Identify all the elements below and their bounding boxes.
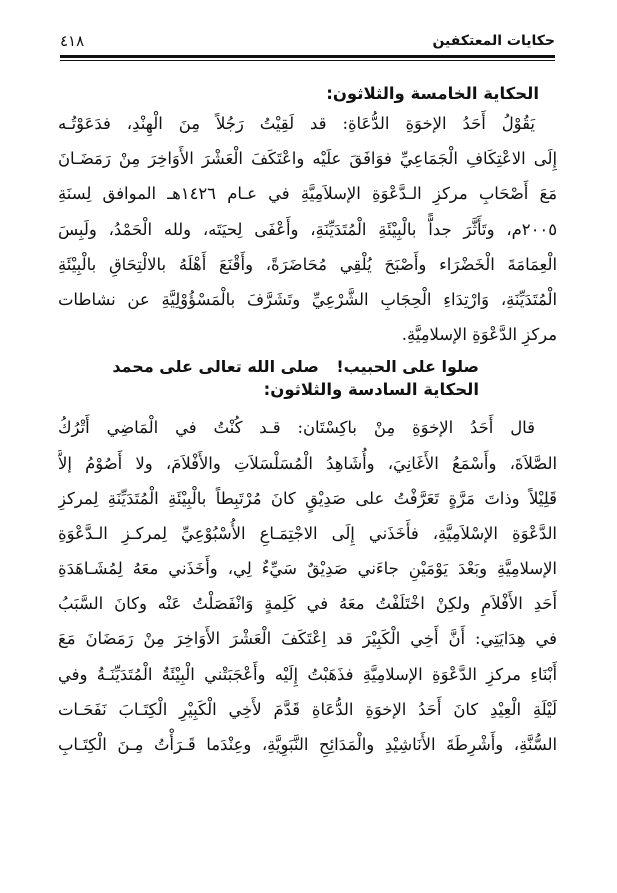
story-35-line: مَعَ أَصْحَابِ مركزِ الـدَّعْوَةِ الإسلاَمِيَّةِ في عـام ١٤٢٦هـ الموافق لِسنَةِ xyxy=(58,184,557,204)
story-35-line: الْعِمَامَةَ الْخَضْرَاء وأَصْبَحَ يُلْقِي مُحَاضَرَةً، وأَقْنَعَ أَهْلَهُ بالالْتِحَاقِ بالْبِيْئَةِ xyxy=(58,254,557,274)
story-36-line: الدَّعْوَةِ الإسْلاَمِيَّةِ، فأَخَذَني إِلَى الاجْتِمَـاعِ الأُسْبُوْعِيِّ لِمركـزِ الـدَّعْوَةِ xyxy=(58,523,557,543)
page-body xyxy=(58,80,557,762)
story-36-line: الإسلامِيَّةِ وبَعْدَ يَوْمَيْنِ جاءَني صَدِيْقٌ سَيِّءٌ لِي، وأَخَذَني معَهُ لِمُشَـاهَدَةِ xyxy=(58,559,557,579)
story-35-line: ٢٠٠٥م، وتَأَثَّرَ جداًّ بالْبِيْئَةِ الْمُتَدَيِّنَةِ، وأَعْفَى لِحيَتَه، ولله الْحَمْدُ، ولَبِسَ xyxy=(58,219,557,239)
story-35-line: الْمُتَدَيِّنَةِ، وَارْتِدَاءِ الْحِجَابِ الشَّرْعِيِّ وتَشَرَّفَ بالْمَسْؤُوْلِيَّةِ عن نشاطات xyxy=(58,289,557,309)
salutation-line xyxy=(58,356,557,378)
story-35-line: يَقُوْلُ أَحَدُ الإخوَةِ الدُّعَاةِ: قد لَقِيْتُ رَجُلاً مِنَ الْهِنْدِ، فدَعَوْتُـه xyxy=(58,114,535,133)
salutation-response: صلى الله تعالى على محمد xyxy=(112,357,319,377)
story-36-line: الصَّلاَةَ، وأَسْمَعُ الأَغَانِيَ، وأُشَاهِدُ الْمُسَلْسَلاَتِ والأَفْلاَمَ، ولا أَصُوْمُ إلاَّ xyxy=(58,453,557,473)
story-36-line: لَيْلَةِ الْعِيْدِ كانَ أَحَدُ الإخوَةِ الدُّعَاةِ قَدَّمَ لأَخِي الْكَبِيْرِ الْكِتَـابَ نَفَحَـات xyxy=(58,699,557,719)
story-36-line: أَحَدِ الأَفْلاَمِ ولكِنْ اخْتَلَفْتُ معَهُ في كَلِمةٍ وَانْفَصَلْتُ عَنْه وكانَ السَّبَبُ xyxy=(58,594,557,614)
page-number: ٤١٨ xyxy=(60,32,85,50)
salutation-call: صلوا على الحبيب! xyxy=(336,357,479,377)
story-35-line: مركزِ الدَّعْوَةِ الإسلامِيَّةِ. xyxy=(401,325,557,345)
book-title: حكايات المعتكفين xyxy=(432,33,555,49)
running-header xyxy=(60,30,555,52)
header-double-rule xyxy=(60,55,555,61)
story-36-line: السُّنَّةِ، وأَشْرِطَةَ الأَنَاشِيْدِ والْمَدَائِحِ النَّبَوِيَّةِ، وعِنْدَما قَـرَأْتُ مِـنَ الْكِتَـابِ xyxy=(58,735,557,754)
story-36-line: أَبْنَاءِ مركزِ الدَّعْوَةِ الإسلامِيَّةِ فذَهَبْتُ إِلَيْه وأَعْجَبَتْني الْبِيْئَةُ الْمُتَدَيِّنَـةُ وفي xyxy=(58,664,557,684)
story-35-line: إِلَى الاعْتِكَافِ الْجَمَاعِيِّ فوَافَقَ علَيْه واعْتَكَفَ الْعَشْرَ الأَوَاخِرَ مِنْ رَمَضَـانَ xyxy=(58,149,557,169)
story-36-line: قَلِيْلاً وذاتَ مَرَّةٍ تَعَرَّفْتُ على صَدِيْقٍ كانَ مُرْتَبِطاً بالْبِيْئَةِ الْمُتَدَيِّنَةِ لِمركزِ xyxy=(58,488,557,508)
story-36-line: قال أَحَدُ الإخوَةِ مِنْ باكِسْتَان: قـد كُنْتُ في الْمَاضِي أَتْرُكُ xyxy=(58,418,535,438)
story-36-heading: الحكاية السادسة والثلاثون: xyxy=(263,380,479,400)
story-35-heading: الحكاية الخامسة والثلاثون: xyxy=(326,84,539,103)
story-36-line: في هِدَايَتِي: أَنَّ أَخِي الْكَبِيْرَ قد اِعْتَكَفَ الْعَشْرَ الأَوَاخِرَ مِنْ رَمَضَانَ مَعَ xyxy=(58,629,557,649)
